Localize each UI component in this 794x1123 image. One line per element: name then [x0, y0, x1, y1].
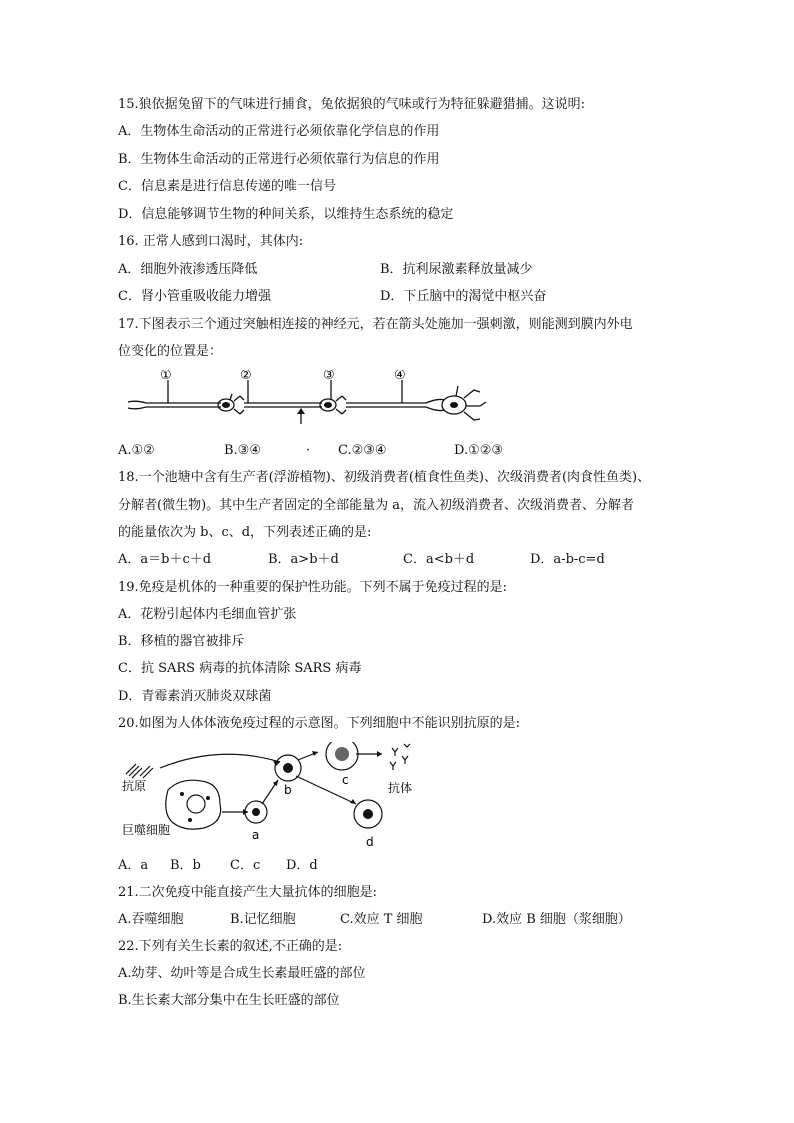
label-c: c: [342, 773, 349, 787]
q18-stem-line2: 分解者(微生物)。其中生产者固定的全部能量为 a，流入初级消费者、次级消费者、分解者: [118, 498, 635, 513]
q18-option-d: D．a-b-c=d: [530, 552, 605, 567]
neuron-label-2: ②: [240, 370, 252, 383]
q15-stem: 15.狼依据兔留下的气味进行捕食，兔依据狼的气味或行为特征躲避猎捕。这说明:: [118, 97, 586, 112]
q18-option-c: C．a<b＋d: [403, 552, 475, 567]
q16-option-b: B．抗利尿激素释放量减少: [380, 262, 533, 277]
neuron-2-axon: [244, 403, 322, 407]
q15-option-c: C．信息素是进行信息传递的唯一信号: [118, 179, 336, 194]
label-macrophage: 巨噬细胞: [122, 823, 171, 837]
arrow-antigen-to-b: [160, 754, 280, 768]
label-b: b: [284, 783, 292, 797]
q18-stem-line1: 18.一个池塘中含有生产者(浮游植物)、初级消费者(植食性鱼类)、次级消费者(肉食性鱼类)、: [118, 470, 651, 485]
label-antibody: 抗体: [388, 781, 413, 795]
macrophage-cell: [166, 780, 221, 829]
q22-option-a: A.幼芽、幼叶等是合成生长素最旺盛的部位: [118, 966, 366, 981]
q17-stray-mark: ·: [306, 443, 311, 458]
q18-option-a: A．a＝b＋c＋d: [118, 552, 212, 567]
q18-option-b: B．a>b＋d: [268, 552, 339, 567]
q19-option-c: C．抗 SARS 病毒的抗体清除 SARS 病毒: [118, 661, 362, 676]
antibody-symbols: [390, 744, 410, 770]
q18-stem-line3: 的能量依次为 b、c、d，下列表述正确的是:: [118, 525, 372, 540]
q16-option-d: D．下丘脑中的渴觉中枢兴奋: [380, 289, 547, 304]
q20-option-d: D．d: [286, 858, 318, 873]
q22-option-b: B.生长素大部分集中在生长旺盛的部位: [118, 993, 340, 1008]
q20-option-c: C．c: [230, 858, 261, 873]
neuron-label-4: ④: [394, 370, 406, 383]
q17-option-d: D.①②③: [454, 443, 504, 458]
antigen-rods: [126, 764, 142, 778]
q21-option-a: A.吞噬细胞: [118, 912, 184, 927]
q17-option-c: C.②③④: [338, 443, 387, 458]
q15-option-a: A．生物体生命活动的正常进行必须依靠化学信息的作用: [118, 124, 440, 139]
q21-option-b: B.记忆细胞: [230, 912, 296, 927]
q16-option-a: A．细胞外液渗透压降低: [118, 262, 258, 277]
q20-option-b: B．b: [170, 858, 201, 873]
q20-stem: 20.如图为人体体液免疫过程的示意图。下列细胞中不能识别抗原的是:: [118, 716, 521, 731]
q20-option-a: A．a: [118, 858, 149, 873]
q16-option-c: C．肾小管重吸收能力增强: [118, 289, 271, 304]
label-a: a: [252, 828, 260, 842]
q21-stem: 21.二次免疫中能直接产生大量抗体的细胞是:: [118, 885, 378, 900]
q19-option-b: B．移植的器官被排斥: [118, 634, 245, 649]
q17-option-b: B.③④: [224, 443, 261, 458]
q21-option-d: D.效应 B 细胞（浆细胞）: [482, 912, 631, 927]
neuron-label-3: ③: [323, 370, 335, 383]
q17-stem-line1: 17.下图表示三个通过突触相连接的神经元，若在箭头处施加一强刺激，则能测到膜内外电: [118, 317, 633, 332]
q17-stem-line2: 位变化的位置是：: [118, 344, 223, 359]
neuron-1-axon: [128, 401, 221, 409]
neuron-label-1: ①: [160, 370, 172, 383]
neuron-figure: [126, 370, 506, 430]
label-d: d: [366, 835, 374, 849]
q15-option-b: B．生物体生命活动的正常进行必须依靠行为信息的作用: [118, 152, 440, 167]
q15-option-d: D．信息能够调节生物的种间关系，以维持生态系统的稳定: [118, 207, 454, 222]
q19-stem: 19.免疫是机体的一种重要的保护性功能。下列不属于免疫过程的是:: [118, 580, 508, 595]
q22-stem: 22.下列有关生长素的叙述,不正确的是:: [118, 939, 343, 954]
immune-figure: [120, 742, 420, 852]
q16-stem: 16. 正常人感到口渴时，其体内:: [118, 234, 304, 249]
neuron-3-axon: [346, 403, 426, 407]
q21-option-c: C.效应 T 细胞: [340, 912, 423, 927]
q17-option-a: A.①②: [118, 443, 155, 458]
q19-option-d: D．青霉素消灭肺炎双球菌: [118, 689, 272, 704]
label-antigen: 抗原: [122, 779, 147, 793]
q19-option-a: A．花粉引起体内毛细血管扩张: [118, 607, 297, 622]
